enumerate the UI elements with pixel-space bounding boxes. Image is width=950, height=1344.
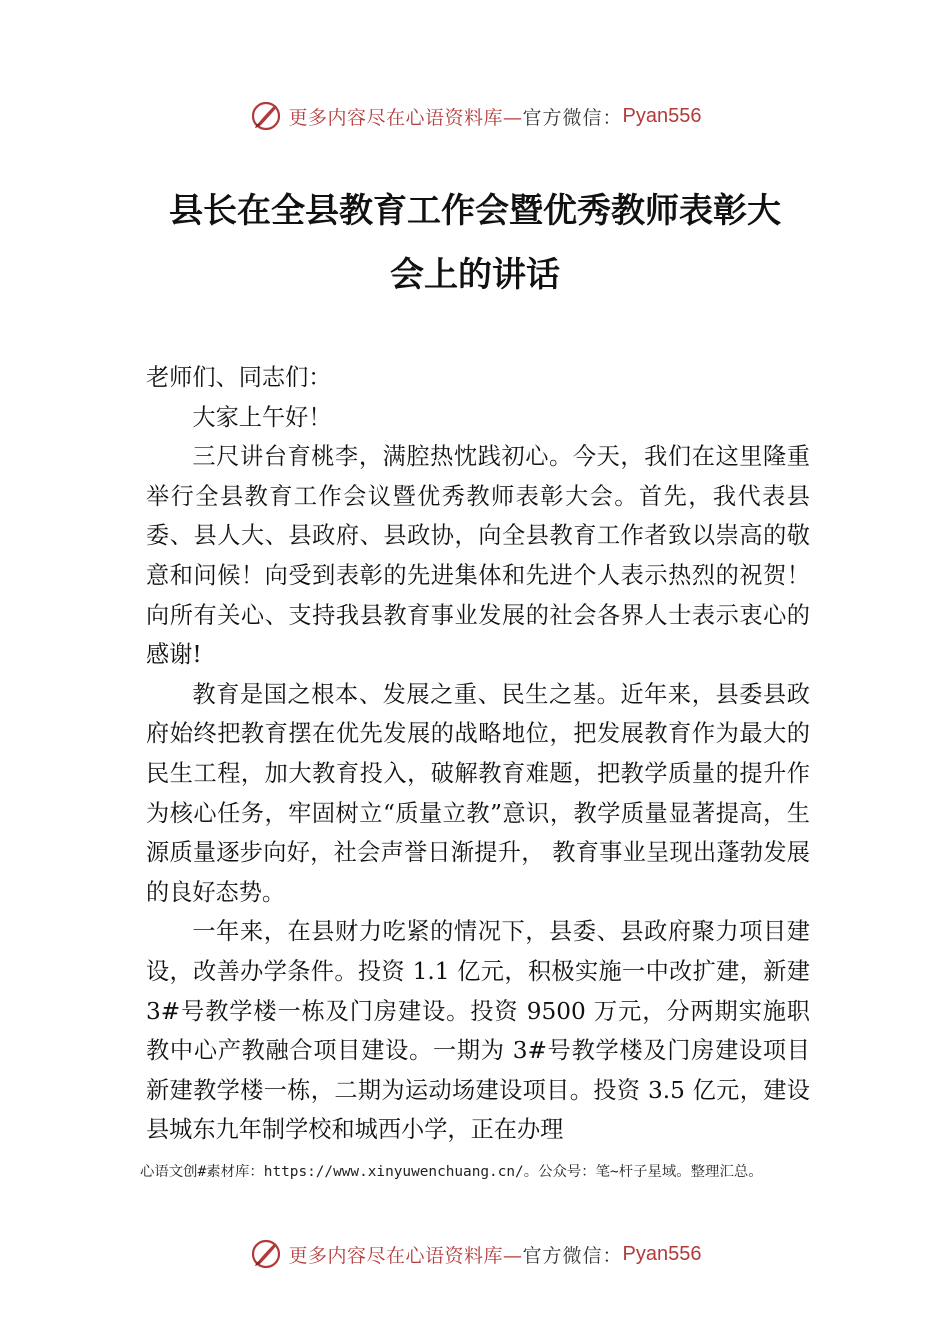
banner-text: 更多内容尽在心语资料库— xyxy=(288,1244,523,1267)
header-banner xyxy=(0,96,950,136)
banner-text: 更多内容尽在心语资料库— xyxy=(288,106,523,129)
source-footnote: 心语文创#素材库：https://www.xinyuwenchuang.cn/。公众号：笔~杆子星域。整理汇总。 xyxy=(140,1164,763,1180)
paragraph-greeting: 大家上午好！ xyxy=(192,403,332,431)
salutation: 老师们、同志们： xyxy=(146,364,332,391)
paragraph-education: 教育是国之根本、发展之重、民生之基。近年来，县委县政府始终把教育摆在优先发展的战略地位，把发展教育作为最大的民生工程，加大教育投入，破解教育难题，把教学质量的提升作为核心任务，牢固树立“质量立教”意识，教学质量显著提高，生源质量逐步向好，社会声誉日渐提升， 教育事业呈现出蓬勃发展的良好态势。 xyxy=(146,680,810,906)
paragraph-projects: 一年来，在县财力吃紧的情况下，县委、县政府聚力项目建设，改善办学条件。投资 1.1 亿元，积极实施一中改扩建，新建 3#号教学楼一栋及门房建设。投资 9500 万元，分两期实施职教中心产教融合项目建设。一期为 3#号教学楼及门房建设项目新建教学楼一栋，二期为运动场建设项目。投资 3.5 亿元，建设县城东九年制学校和城西小学，正在办理 xyxy=(146,918,810,1144)
document-title-line-2: 会上的讲话 xyxy=(390,255,560,295)
banner-wechat-id: Pyan556 xyxy=(622,1242,702,1265)
banner-wechat-id: Pyan556 xyxy=(622,104,702,127)
document-title-line-1: 县长在全县教育工作会暨优秀教师表彰大 xyxy=(169,191,781,231)
banner-wechat-label: 官方微信： xyxy=(522,1244,623,1267)
document-body xyxy=(146,358,810,1150)
brush-logo-icon xyxy=(249,99,283,133)
paragraph-opening: 三尺讲台育桃李，满腔热忱践初心。今天，我们在这里隆重举行全县教育工作会议暨优秀教师表彰大会。首先，我代表县委、县人大、县政府、县政协，向全县教育工作者致以崇高的敬意和问候！向受到表彰的先进集体和先进个人表示热烈的祝贺！向所有关心、支持我县教育事业发展的社会各界人士表示衷心的感谢! xyxy=(146,443,810,669)
banner-wechat-label: 官方微信： xyxy=(522,106,623,129)
footer-banner xyxy=(0,1234,950,1274)
brush-logo-icon xyxy=(249,1237,283,1271)
